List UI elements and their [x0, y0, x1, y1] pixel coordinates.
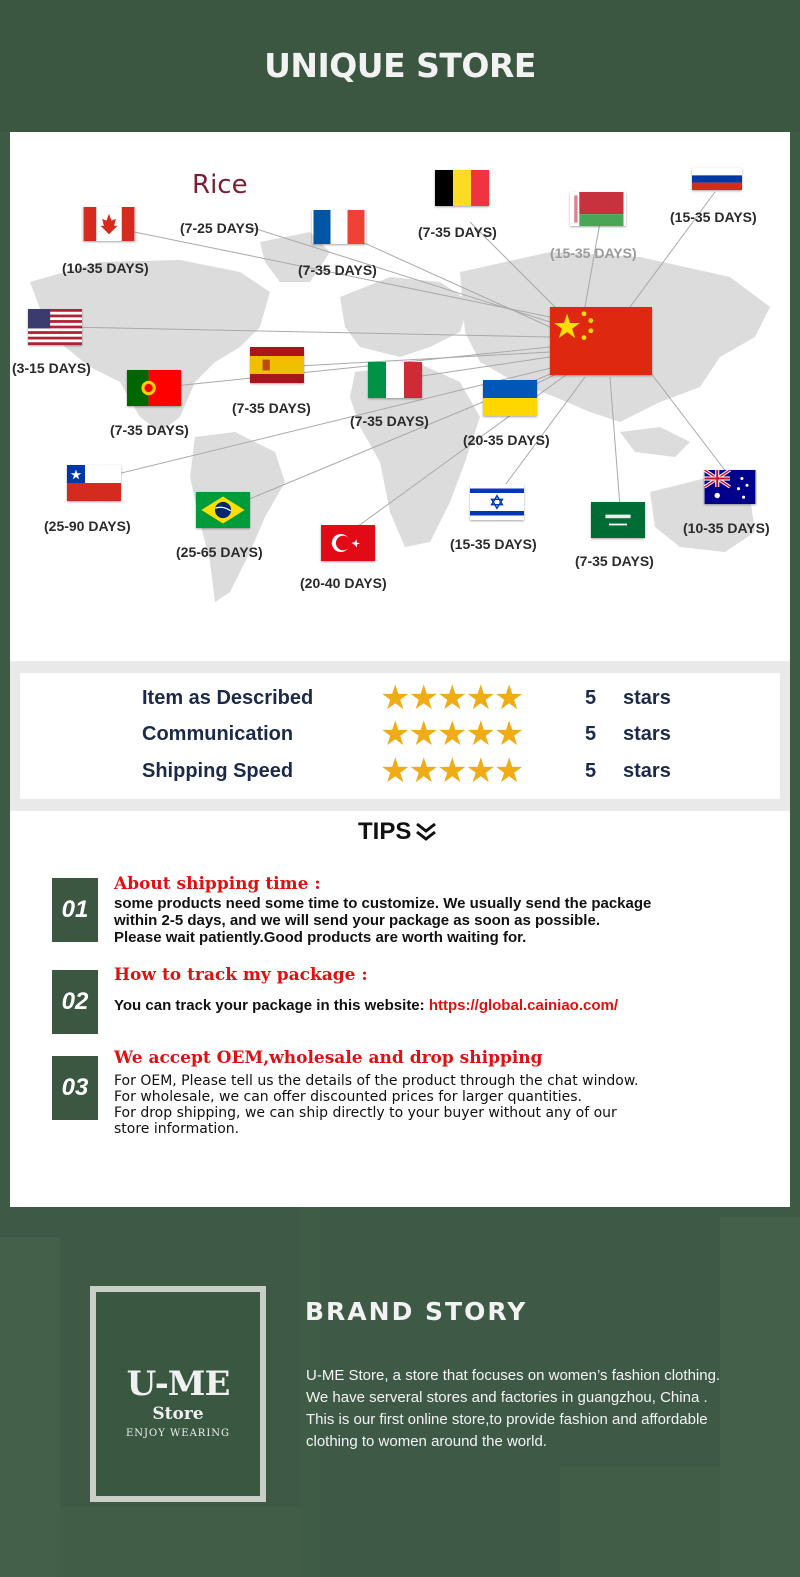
chile-flag-icon	[67, 465, 121, 501]
portugal-flag-icon	[127, 370, 181, 406]
turkey-flag-icon	[321, 525, 375, 561]
tip-text: within 2-5 days, and we will send your package as soon as possible.	[114, 912, 600, 929]
tip-number-badge: 03	[52, 1056, 98, 1120]
usa-days: (3-15 DAYS)	[12, 360, 91, 376]
unlabeled-days: (7-25 DAYS)	[180, 220, 259, 236]
five-stars-icon: ★★★★★	[380, 752, 523, 790]
brand-story-title: BRAND STORY	[305, 1297, 528, 1326]
usa-flag-icon	[28, 309, 82, 345]
ukraine-days: (20-35 DAYS)	[463, 432, 550, 448]
tips-heading: TIPS	[358, 818, 412, 845]
italy-days: (7-35 DAYS)	[350, 413, 429, 429]
france-flag-icon	[312, 210, 366, 244]
rating-unit: stars	[623, 760, 671, 782]
spain-flag-icon	[250, 347, 304, 383]
rice-watermark: Rice	[192, 170, 248, 200]
canada-days: (10-35 DAYS)	[62, 260, 149, 276]
brand-story-text	[306, 1365, 796, 1453]
rating-row	[20, 679, 780, 717]
tip-text: some products need some time to customize. We usually send the package	[114, 895, 652, 912]
rating-label: Communication	[142, 723, 294, 745]
logo-tagline: ENJOY WEARING	[125, 1428, 231, 1439]
israel-days: (15-35 DAYS)	[450, 536, 537, 552]
store-header	[0, 0, 800, 132]
italy-flag-icon	[368, 362, 422, 398]
belarus-days: (15-35 DAYS)	[550, 245, 637, 261]
rating-row	[20, 715, 780, 753]
rating-value: 5	[585, 760, 597, 782]
ukraine-flag-icon	[483, 380, 537, 416]
tip-number-badge: 01	[52, 878, 98, 942]
tip-text: For drop shipping, we can ship directly to your buyer without any of our	[114, 1105, 617, 1121]
china-flag-icon	[550, 307, 652, 375]
saudi-arabia-flag-icon	[591, 502, 645, 538]
tip-text: For OEM, Please tell us the details of the product through the chat window.	[114, 1073, 639, 1089]
tip-text: Please wait patiently.Good products are worth waiting for.	[114, 929, 527, 946]
belgium-days: (7-35 DAYS)	[418, 224, 497, 240]
tip-text: store information.	[114, 1121, 240, 1137]
chile-days: (25-90 DAYS)	[44, 518, 131, 534]
tip-item	[52, 965, 792, 1034]
tip-title: We accept OEM,wholesale and drop shipping	[114, 1048, 543, 1068]
shipping-map	[10, 132, 790, 652]
belarus-flag-icon	[570, 192, 626, 226]
turkey-days: (20-40 DAYS)	[300, 575, 387, 591]
track-text: You can track your package in this website:	[114, 997, 429, 1014]
belgium-flag-icon	[435, 170, 489, 206]
australia-days: (10-35 DAYS)	[683, 520, 770, 536]
tracking-link[interactable]: https://global.cainiao.com/	[428, 997, 619, 1014]
france-days: (7-35 DAYS)	[298, 262, 377, 278]
logo-store: Store	[152, 1404, 204, 1424]
russia-flag-icon	[692, 168, 742, 190]
brand-line: clothing to women around the world.	[306, 1433, 547, 1450]
rating-row	[20, 752, 780, 790]
rating-label: Item as Described	[142, 687, 314, 709]
brazil-days: (25-65 DAYS)	[176, 544, 263, 560]
rating-label: Shipping Speed	[142, 760, 294, 782]
canada-flag-icon	[83, 207, 135, 241]
rating-value: 5	[585, 687, 597, 709]
rating-unit: stars	[623, 687, 671, 709]
brand-line: U-ME Store, a store that focuses on women’s fashion clothing.	[306, 1367, 721, 1384]
brand-story-section	[0, 1207, 800, 1577]
russia-days: (15-35 DAYS)	[670, 209, 757, 225]
double-chevron-down-icon	[414, 820, 438, 844]
tip-title: How to track my package :	[114, 965, 368, 985]
brand-line: We have serveral stores and factories in guangzhou, China .	[306, 1389, 708, 1406]
tip-title: About shipping time :	[114, 874, 321, 894]
tip-item	[52, 874, 792, 948]
rating-unit: stars	[623, 723, 671, 745]
store-logo	[90, 1286, 266, 1502]
brand-line: This is our first online store,to provide fashion and affordable	[306, 1411, 708, 1428]
spain-days: (7-35 DAYS)	[232, 400, 311, 416]
rating-value: 5	[585, 723, 597, 745]
tip-number-badge: 02	[52, 970, 98, 1034]
five-stars-icon: ★★★★★	[380, 679, 523, 717]
saudi-arabia-days: (7-35 DAYS)	[575, 553, 654, 569]
australia-flag-icon	[704, 470, 756, 504]
store-title: UNIQUE STORE	[264, 46, 536, 85]
portugal-days: (7-35 DAYS)	[110, 422, 189, 438]
brazil-flag-icon	[196, 492, 250, 528]
feedback-ratings	[10, 661, 790, 811]
five-stars-icon: ★★★★★	[380, 715, 523, 753]
tip-text	[114, 998, 618, 1014]
israel-flag-icon	[470, 484, 524, 520]
tip-item	[52, 1048, 792, 1137]
tip-text: For wholesale, we can offer discounted prices for larger quantities.	[114, 1089, 582, 1105]
logo-name: U-ME	[126, 1364, 230, 1404]
